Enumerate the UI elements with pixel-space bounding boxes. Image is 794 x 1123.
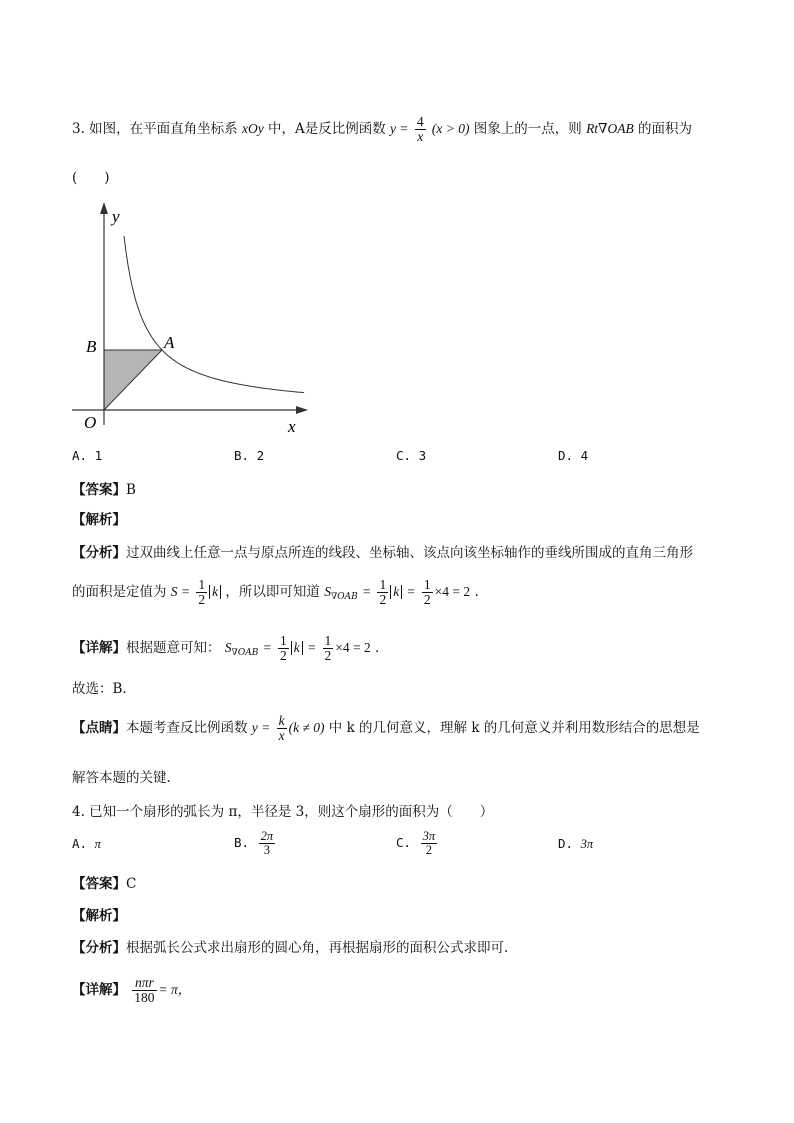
detail-half-1 bbox=[278, 634, 289, 663]
origin-label: O bbox=[84, 413, 97, 432]
q3-answer bbox=[72, 478, 136, 498]
q4-option-d[interactable] bbox=[558, 836, 593, 852]
option-label: C. bbox=[396, 448, 412, 463]
q3-prefix: 3. 如图，在平面直角坐标系 bbox=[72, 121, 238, 138]
fenxi-times4: ×4 = 2 bbox=[434, 584, 471, 600]
dianjing-tag: 【点睛】 bbox=[72, 720, 126, 737]
q4-option-b[interactable] bbox=[234, 830, 277, 857]
frac-num: 3π bbox=[422, 829, 436, 843]
frac-num: k bbox=[278, 713, 285, 728]
q3-func-num: 4 bbox=[416, 114, 424, 129]
frac-num: 1 bbox=[379, 577, 387, 592]
fenxi-abs-k-2: k bbox=[390, 585, 402, 599]
q3-fenxi-line2 bbox=[72, 578, 479, 607]
option-label: A. bbox=[72, 448, 88, 463]
option-value: π bbox=[94, 837, 101, 851]
detail-eq: = bbox=[262, 640, 272, 656]
q3-option-d[interactable] bbox=[558, 448, 588, 463]
option-value: 2 bbox=[256, 448, 265, 463]
q3-func-den: x bbox=[417, 129, 424, 145]
frac-den: 2 bbox=[198, 592, 206, 608]
dianjing-cond: (k ≠ 0) bbox=[288, 720, 325, 736]
q3-paren: ( ) bbox=[72, 170, 110, 186]
q3-option-b[interactable] bbox=[234, 448, 264, 463]
fenxi-tag: 【分析】 bbox=[72, 545, 126, 561]
q3-coord-sys: xOy bbox=[241, 121, 264, 137]
fenxi-line2-pre: 的面积是定值为 bbox=[72, 584, 167, 601]
fenxi-abs-k: k bbox=[209, 585, 221, 599]
option-label: D. bbox=[558, 836, 574, 851]
frac-num: 1 bbox=[423, 577, 431, 592]
q4-answer bbox=[72, 872, 136, 892]
q3-detail bbox=[72, 634, 379, 663]
q3-option-c[interactable] bbox=[396, 448, 426, 463]
q4-analysis-tag: 【解析】 bbox=[72, 908, 126, 924]
frac-num: 1 bbox=[280, 633, 287, 648]
q3-fenxi-line1 bbox=[72, 541, 693, 561]
dianjing-pre: 本题考查反比例函数 bbox=[126, 720, 248, 737]
frac-num: 2π bbox=[260, 829, 274, 843]
q3-analysis-tag: 【解析】 bbox=[72, 512, 126, 528]
detail-end: . bbox=[375, 640, 380, 657]
option-b-fraction bbox=[259, 830, 276, 857]
fenxi-eq-2: = bbox=[406, 584, 416, 600]
q3-func-cond: (x > 0) bbox=[431, 121, 470, 137]
point-b-label: B bbox=[86, 337, 97, 356]
detail-s-sub: ∇OAB bbox=[231, 648, 259, 659]
q3-mid: 中，A是反比例函数 bbox=[268, 121, 386, 138]
y-axis-arrow-icon bbox=[100, 202, 108, 214]
q3-dianjing-line1 bbox=[72, 714, 700, 743]
detail-arc-fraction bbox=[132, 976, 156, 1005]
option-c-fraction bbox=[421, 830, 438, 857]
fenxi-s-voab: S bbox=[324, 584, 331, 600]
answer-tag: 【答案】 bbox=[72, 876, 126, 892]
answer-value: C bbox=[126, 876, 137, 892]
detail-eq-2: = bbox=[307, 640, 317, 656]
q4-fenxi bbox=[72, 936, 508, 956]
detail-abs-k: k bbox=[291, 641, 303, 655]
q4-option-a[interactable] bbox=[72, 836, 101, 852]
q3-dianjing-line2: 解答本题的关键. bbox=[72, 770, 171, 786]
fenxi-line1-text: 过双曲线上任意一点与原点所连的线段、坐标轴、该点向该坐标轴作的垂线所围成的直角三角形 bbox=[126, 545, 693, 561]
x-axis-arrow-icon bbox=[296, 406, 308, 414]
detail-tag: 【详解】 bbox=[72, 640, 126, 657]
q4-stem: 4. 已知一个扇形的弧长为 π，半径是 3，则这个扇形的面积为（ ） bbox=[72, 804, 494, 820]
q3-suffix: 图象上的一点，则 bbox=[473, 121, 582, 138]
frac-num: nπr bbox=[132, 976, 156, 991]
detail-times4: ×4 = 2 bbox=[335, 640, 371, 656]
answer-tag: 【答案】 bbox=[72, 482, 126, 498]
frac-den: 2 bbox=[280, 648, 287, 664]
option-value: 3 bbox=[418, 448, 427, 463]
frac-num: 1 bbox=[198, 577, 206, 592]
fenxi-eq: = bbox=[362, 584, 372, 600]
option-label: C. bbox=[396, 835, 412, 851]
fenxi-s-eq: S = bbox=[170, 584, 191, 600]
frac-den: 180 bbox=[134, 990, 155, 1006]
frac-den: 2 bbox=[425, 843, 432, 858]
q3-option-a[interactable] bbox=[72, 448, 102, 463]
option-label: B. bbox=[234, 835, 250, 851]
option-label: B. bbox=[234, 448, 250, 463]
fenxi-s-voab-sub: ∇OAB bbox=[330, 592, 358, 603]
point-a-label: A bbox=[164, 333, 175, 352]
detail-s: S bbox=[224, 640, 232, 656]
option-label: A. bbox=[72, 836, 88, 851]
detail-tag: 【详解】 bbox=[72, 982, 126, 999]
frac-den: x bbox=[278, 728, 285, 744]
detail-rhs: = π， bbox=[158, 982, 192, 998]
hyperbola-figure bbox=[66, 200, 316, 440]
fenxi-text: 根据弧长公式求出扇形的圆心角，再根据扇形的面积公式求即可. bbox=[126, 940, 509, 956]
q3-tail: 的面积为 bbox=[638, 121, 693, 138]
q3-stem bbox=[72, 115, 692, 144]
fenxi-line2-mid: ，所以即可知道 bbox=[225, 584, 320, 601]
fenxi-tag: 【分析】 bbox=[72, 940, 126, 956]
option-label: D. bbox=[558, 448, 574, 463]
frac-den: 2 bbox=[324, 648, 332, 664]
answer-value: B bbox=[126, 482, 136, 498]
frac-den: 2 bbox=[379, 592, 387, 608]
q3-func-lhs: y = bbox=[390, 121, 409, 137]
dianjing-k-over-x bbox=[277, 714, 287, 743]
triangle-oab bbox=[104, 350, 162, 410]
option-value: 3π bbox=[580, 837, 594, 851]
option-value: 1 bbox=[94, 448, 103, 463]
q3-choose: 故选：B. bbox=[72, 681, 127, 697]
frac-den: 3 bbox=[263, 843, 270, 858]
q4-detail bbox=[72, 976, 191, 1005]
q4-option-c[interactable] bbox=[396, 830, 439, 857]
detail-text: 根据题意可知： bbox=[126, 640, 221, 657]
fenxi-end: . bbox=[474, 584, 479, 601]
fenxi-half-1 bbox=[196, 578, 207, 607]
option-value: 4 bbox=[580, 448, 589, 463]
y-axis-label: y bbox=[112, 207, 120, 226]
dianjing-y-eq: y = bbox=[251, 720, 271, 736]
frac-num: 1 bbox=[324, 633, 332, 648]
q3-func-fraction bbox=[415, 115, 426, 144]
detail-half-2 bbox=[323, 634, 334, 663]
fenxi-half-2 bbox=[377, 578, 388, 607]
q3-triangle: Rt∇OAB bbox=[586, 121, 634, 137]
dianjing-post: 中 k 的几何意义，理解 k 的几何意义并利用数形结合的思想是 bbox=[328, 720, 700, 737]
frac-den: 2 bbox=[423, 592, 431, 608]
fenxi-half-3 bbox=[422, 578, 433, 607]
x-axis-label: x bbox=[288, 417, 296, 436]
hyperbola-curve bbox=[124, 236, 304, 393]
